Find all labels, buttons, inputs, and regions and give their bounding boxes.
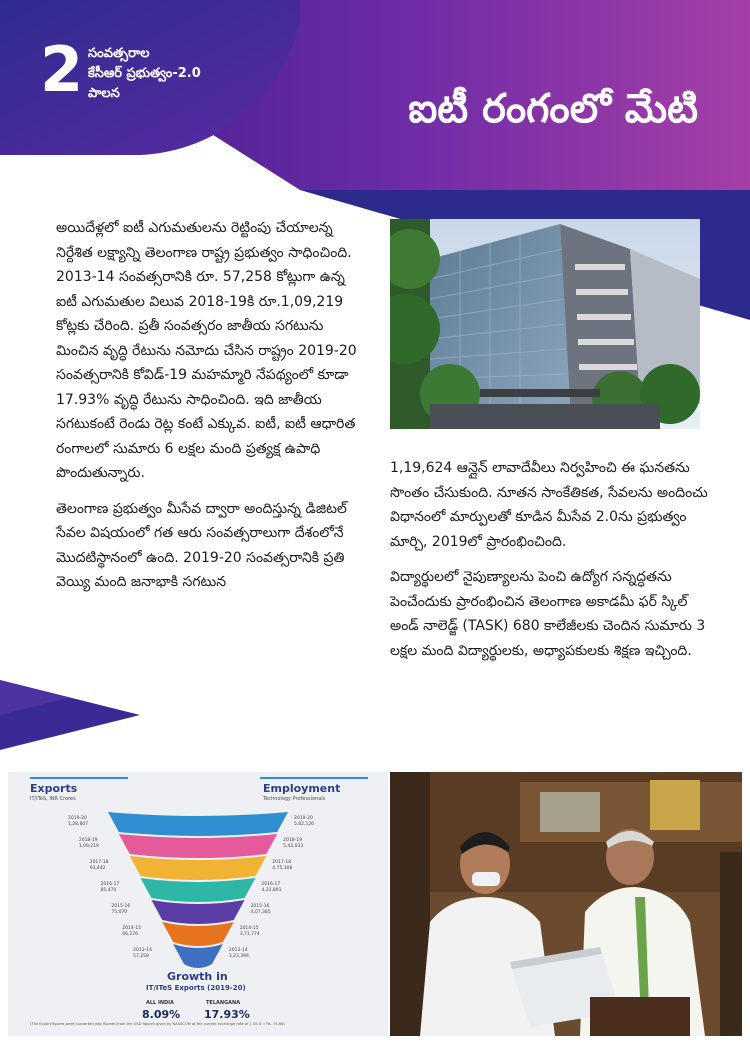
- right-column: [390, 456, 710, 674]
- employment-value: 4,07,385: [250, 910, 271, 915]
- badge-number: 2: [40, 33, 84, 106]
- employment-year: 2019-20: [294, 816, 313, 821]
- page-title: ఐటీ రంగంలో మేటి: [408, 86, 698, 132]
- exports-value: 1,28,807: [68, 822, 89, 827]
- growth-subtitle: IT/ITeS Exports (2019-20): [146, 984, 246, 992]
- employment-title: Employment: [263, 782, 341, 795]
- funnel-band: [151, 900, 244, 924]
- building-photo: [390, 219, 700, 429]
- employment-value: 3,23,396: [228, 954, 249, 959]
- left-paragraph-2: తెలంగాణ ప్రభుత్వం మీసేవ ద్వారా అందిస్తున్న డిజిటల్ సేవల విషయంలో గత ఆరు సంవత్సరాలుగా దేశంలోనే మొదటిస్థానంలో ఉంది. 2019-20 సంవత్సరానికి ప్రతి వెయ్యి మంది జనాభాకి సగటున: [56, 500, 347, 590]
- exports-year: 2015-16: [111, 904, 131, 909]
- exports-row-label: [79, 838, 99, 850]
- funnel-band: [130, 856, 267, 880]
- badge-line-3: పాలన: [88, 86, 120, 101]
- left-column: [56, 216, 368, 606]
- employment-row-label: [251, 904, 271, 916]
- employment-row-label: [240, 926, 260, 938]
- funnel-band: [108, 812, 288, 836]
- employment-value: 5,43,033: [283, 844, 304, 849]
- exports-row-label: [68, 816, 88, 828]
- badge-line-2: కేసీఆర్ ప్రభుత్వం-2.0: [88, 66, 201, 81]
- employment-value: 3,71,774: [239, 932, 260, 937]
- funnel-band: [119, 834, 277, 858]
- exports-row-label: [122, 926, 141, 938]
- funnel-band: [141, 878, 256, 902]
- funnel-band: [162, 922, 233, 946]
- employment-row-label: [283, 838, 303, 850]
- decorative-triangle: [0, 680, 140, 750]
- employment-year: 2016-17: [261, 882, 281, 887]
- exports-value: 93,442: [89, 866, 106, 871]
- employment-year: 2017-18: [272, 860, 292, 865]
- all-india-value: 8.09%: [142, 1008, 181, 1021]
- exports-value: 57,258: [133, 954, 149, 959]
- exports-value: 75,070: [111, 910, 128, 915]
- growth-title: Growth in: [167, 970, 228, 983]
- telangana-label: TELANGANA: [206, 1000, 241, 1006]
- it-growth-infographic: [8, 772, 388, 1036]
- telangana-value: 17.93%: [204, 1008, 250, 1021]
- exports-title: Exports: [30, 782, 78, 795]
- employment-value: 4,31,891: [261, 888, 282, 893]
- exports-row-label: [90, 860, 109, 872]
- right-paragraph-2: విద్యార్థులలో నైపుణ్యాలను పెంచి ఉద్యోగ సన్నద్ధతను పెంచేందుకు ప్రారంభించిన తెలంగాణ అకాడమీ ఫర్ స్కిల్ అండ్ నాలెడ్జ్ (TASK) 680 కాలేజీలకు చెందిన సుమారు 3 లక్షల మంది విద్యార్థులకు, అధ్యాపకులకు శిక్షణ ఇచ్చింది.: [390, 569, 706, 659]
- exports-row-label: [111, 904, 130, 916]
- left-paragraph-1: అయిదేళ్లలో ఐటీ ఎగుమతులను రెట్టింపు చేయాలన్న నిర్దేశిత లక్ష్యాన్ని తెలంగాణ రాష్ట్ర ప్రభుత్వం సాధించింది. 2013-14 సంవత్సరానికి రూ. 57,258 కోట్లుగా ఉన్న ఐటీ ఎగుమతుల విలువ 2018-19కి రూ.1,09,219 కోట్లకు చేరింది. ప్రతీ సంవత్సరం జాతీయ సగటును మించిన వృద్ధి రేటును నమోదు చేసిన రాష్ట్రం 2019-20 సంవత్సరానికి కోవిడ్-19 మహమ్మారి నేపథ్యంలో కూడా 17.93% వృద్ధి రేటును సాధించింది. ఇది జాతీయ సగటుకంటే రెండు రెట్ల కంటే ఎక్కువ. ఐటీ, ఐటీ ఆధారిత రంగాలలో సుమారు 6 లక్షల మంది ప్రత్యక్ష ఉపాధి పొందుతున్నారు.: [56, 220, 357, 481]
- exports-year: 2013-14: [133, 948, 152, 953]
- exports-value: 66,276: [122, 932, 139, 937]
- exports-subtitle: IT/ITeS, INR Crores: [30, 796, 76, 802]
- employment-value: 5,82,126: [294, 822, 315, 827]
- exports-row-label: [101, 882, 120, 894]
- exports-year: 2014-15: [122, 926, 142, 931]
- employment-year: 2014-15: [239, 926, 259, 931]
- infographic-graphics: [8, 772, 388, 1036]
- employment-subtitle: Technology Professionals: [263, 796, 326, 802]
- employment-year: 2013-14: [228, 948, 248, 953]
- all-india-label: ALL INDIA: [146, 1000, 174, 1006]
- badge-line-1: సంవత్సరాల: [88, 46, 150, 61]
- header-band: [0, 0, 750, 200]
- exports-year: 2019-20: [68, 816, 87, 821]
- exports-row-label: [133, 948, 152, 960]
- employment-value: 4,75,308: [272, 866, 293, 871]
- leaders-photo: [390, 772, 742, 1036]
- exports-value: 1,09,219: [78, 844, 99, 849]
- infographic-footnote: (The Export figures were converted into Rupees from the USD figures given by NASSCOM at the current exchange rate of 1 US $ = Rs. 75.68): [30, 1022, 285, 1026]
- badge-text: [88, 44, 201, 104]
- exports-year: 2016-17: [100, 882, 120, 887]
- employment-row-label: [294, 816, 314, 828]
- employment-row-label: [272, 860, 292, 872]
- exports-value: 85,470: [100, 888, 117, 893]
- employment-year: 2018-19: [283, 838, 302, 843]
- funnel-band: [173, 944, 223, 968]
- right-paragraph-1: 1,19,624 ఆన్లైన్ లావాదేవీలు నిర్వహించి ఈ ఘనతను సొంతం చేసుకుంది. నూతన సాంకేతికత, సేవలను అందించు విధానంలో మార్పులతో కూడిన మీసేవ 2.0ను ప్రభుత్వం మార్చి, 2019లో ప్రారంభించింది.: [390, 460, 708, 550]
- exports-year: 2018-19: [78, 838, 98, 843]
- employment-row-label: [261, 882, 281, 894]
- employment-row-label: [229, 948, 249, 960]
- employment-year: 2015-16: [250, 904, 270, 909]
- exports-year: 2017-18: [89, 860, 109, 865]
